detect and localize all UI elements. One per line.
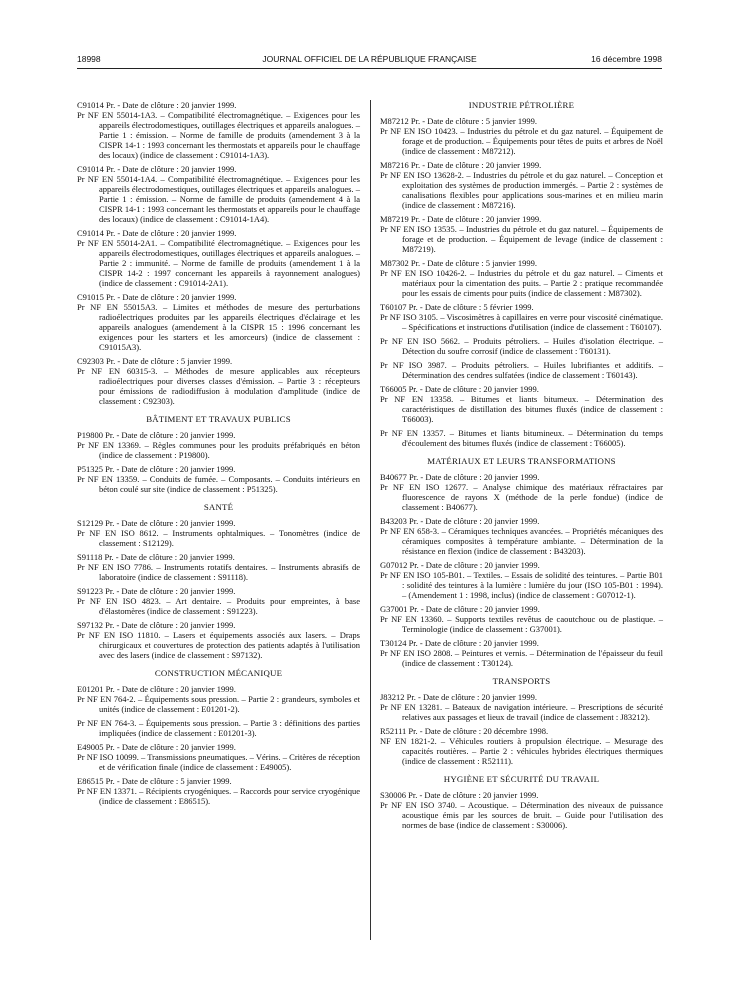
closing-date-line: E01201 Pr. - Date de clôture : 20 janvier 1999. <box>77 684 236 694</box>
closing-date-line: E86515 Pr. - Date de clôture : 5 janvier 1999. <box>77 776 232 786</box>
left-column <box>77 100 360 810</box>
closing-date-line: S91118 Pr. - Date de clôture : 20 janvier 1999. <box>77 552 235 562</box>
standard-entry <box>77 684 360 714</box>
standard-entry <box>380 302 663 332</box>
closing-date-line: S30006 Pr. - Date de clôture : 20 janvier 1999. <box>380 790 539 800</box>
standard-description: Pr NF EN 55014-1A3. – Compatibilité électromagnétique. – Exigences pour les appareils électrodomestiques, outillages électriques et appareils analogues. – Partie 1 : émission. – Norme de famille de produits (amendement 3 à la CISPR 14-1 : 1993 concernant les thermostats et appareils pour le chauffage des locaux) (indice de classement : C91014-1A3). <box>77 110 360 160</box>
standard-entry <box>380 472 663 512</box>
standard-description: Pr NF ISO 3987. – Produits pétroliers. – Huiles lubrifiantes et additifs. – Détermination des cendres sulfatées (indice de classement : T60143). <box>380 360 663 380</box>
section-heading: INDUSTRIE PÉTROLIÈRE <box>468 100 575 110</box>
header-rule <box>77 68 662 69</box>
closing-date-line: S91223 Pr. - Date de clôture : 20 janvier 1999. <box>77 586 236 596</box>
page-number: 18998 <box>77 54 101 64</box>
closing-date-line: J83212 Pr. - Date de clôture : 20 janvier 1999. <box>380 692 537 702</box>
standard-description: Pr NF EN ISO 10426-2. – Industries du pétrole et du gaz naturel. – Ciments et matériaux pour la cimentation des puits. – Partie 2 : pratique recommandée pour les essais de ciments pour puits (indice de classement : M87302). <box>380 268 663 298</box>
closing-date-line: M87216 Pr. - Date de clôture : 20 janvier 1999. <box>380 160 542 170</box>
section-heading: MATÉRIAUX ET LEURS TRANSFORMATIONS <box>427 456 616 466</box>
closing-date-line: S12129 Pr. - Date de clôture : 20 janvier 1999. <box>77 518 236 528</box>
section-heading: TRANSPORTS <box>492 676 551 686</box>
closing-date-line: C91015 Pr. - Date de clôture : 20 janvier 1999. <box>77 292 237 302</box>
standard-entry <box>380 360 663 380</box>
standard-description: Pr NF EN ISO 105-B01. – Textiles. – Essais de solidité des teintures. – Partie B01 : solidité des teintures à la lumière : lumière du jour (ISO 105-B01 : 1994). – (Amendement 1 : 1998, inclus) (indice de classement : G07012-1). <box>380 570 663 600</box>
section-heading: BÂTIMENT ET TRAVAUX PUBLICS <box>146 414 291 424</box>
standard-entry <box>77 164 360 224</box>
standard-description: Pr NF EN 658-3. – Céramiques techniques avancées. – Propriétés mécaniques des céramiques composites à température ambiante. – Détermination de la résistance en flexion (indice de classement : B43203). <box>380 526 663 556</box>
standard-description: Pr NF EN ISO 13628-2. – Industries du pétrole et du gaz naturel. – Conception et exploitation des systèmes de production immergés. – Partie 2 : systèmes de canalisations flexibles pour applications sous-marines et en milieu marin (indice de classement : M87216). <box>380 170 663 210</box>
closing-date-line: T30124 Pr. - Date de clôture : 20 janvier 1999. <box>380 638 539 648</box>
standard-description: Pr NF EN 13360. – Supports textiles revêtus de caoutchouc ou de plastique. – Terminologie (indice de classement : G37001). <box>380 614 663 634</box>
closing-date-line: G37001 Pr. - Date de clôture : 20 janvier 1999. <box>380 604 540 614</box>
standard-description: Pr NF EN ISO 13535. – Industries du pétrole et du gaz naturel. – Équipements de forage et de production. – Équipement de levage (indice de classement : M87219). <box>380 224 663 254</box>
closing-date-line: C91014 Pr. - Date de clôture : 20 janvier 1999. <box>77 100 237 110</box>
closing-date-line: M87219 Pr. - Date de clôture : 20 janvier 1999. <box>380 214 542 224</box>
journal-title: JOURNAL OFFICIEL DE LA RÉPUBLIQUE FRANÇAISE <box>262 54 477 64</box>
standard-entry <box>380 516 663 556</box>
standard-description: Pr NF EN ISO 2808. – Peintures et vernis. – Détermination de l'épaisseur du feuil (indice de classement : T30124). <box>380 648 663 668</box>
standard-description: Pr NF EN 55014-1A4. – Compatibilité électromagnétique. – Exigences pour les appareils électrodomestiques, outillages électriques et appareils analogues. – Partie 1 : émission. – Norme de famille de produits (amendement 4 à la CISPR 14-1 : 1993 concernant les thermostats et appareils pour le chauffage des locaux) (indice de classement : C91014-1A4). <box>77 174 360 224</box>
standard-entry <box>77 718 360 738</box>
closing-date-line: M87212 Pr. - Date de clôture : 5 janvier 1999. <box>380 116 537 126</box>
standard-description: NF EN 1821-2. – Véhicules routiers à propulsion électrique. – Mesurage des capacités routières. – Partie 2 : véhicules hybrides électriques thermiques (indice de classement : R52111). <box>380 736 663 766</box>
standard-entry <box>380 160 663 210</box>
standard-entry <box>380 692 663 722</box>
standard-entry <box>77 228 360 288</box>
standard-description: Pr NF EN 55015A3. – Limites et méthodes de mesure des perturbations radioélectriques produites par les appareils électriques d'éclairage et les appareils analogues (amendement à la CISPR 15 : 1996 concernant les exigences pour les starters et les amorceurs) (indice de classement : C91015A3). <box>77 302 360 352</box>
closing-date-line: G07012 Pr. - Date de clôture : 20 janvier 1999. <box>380 560 540 570</box>
standard-description: Pr NF EN 13358. – Bitumes et liants bitumeux. – Détermination des caractéristiques de distillation des bitumes fluxés (indice de classement : T66003). <box>380 394 663 424</box>
standard-entry <box>77 430 360 460</box>
standard-entry <box>380 560 663 600</box>
standard-description: Pr NF EN ISO 8612. – Instruments ophtalmiques. – Tonomètres (indice de classement : S12129). <box>77 528 360 548</box>
closing-date-line: P19800 Pr. - Date de clôture : 20 janvier 1999. <box>77 430 236 440</box>
standard-description: Pr NF EN 13371. – Récipients cryogéniques. – Raccords pour service cryogénique (indice de classement : E86515). <box>77 786 360 806</box>
standard-description: Pr NF EN 764-2. – Équipements sous pression. – Partie 2 : grandeurs, symboles et unités (indice de classement : E01201-2). <box>77 694 360 714</box>
standard-entry <box>380 258 663 298</box>
standard-entry <box>380 726 663 766</box>
standard-entry <box>380 790 663 830</box>
closing-date-line: P51325 Pr. - Date de clôture : 20 janvier 1999. <box>77 464 236 474</box>
issue-date: 16 décembre 1998 <box>591 54 662 64</box>
closing-date-line: B43203 Pr. - Date de clôture : 20 janvier 1999. <box>380 516 540 526</box>
standard-entry <box>380 116 663 156</box>
standard-description: Pr NF EN 13369. – Règles communes pour les produits préfabriqués en béton (indice de classement : P19800). <box>77 440 360 460</box>
standard-description: Pr NF EN 13281. – Bateaux de navigation intérieure. – Prescriptions de sécurité relatives aux passages et lieux de travail (indice de classement : J83212). <box>380 702 663 722</box>
page-header <box>77 54 662 66</box>
standard-description: Pr NF EN 13359. – Conduits de fumée. – Composants. – Conduits intérieurs en béton coulé sur site (indice de classement : P51325). <box>77 474 360 494</box>
standard-description: Pr NF EN ISO 5662. – Produits pétroliers. – Huiles d'isolation électrique. – Détection du soufre corrosif (indice de classement : T60131). <box>380 336 663 356</box>
standard-description: Pr NF EN ISO 10423. – Industries du pétrole et du gaz naturel. – Équipement de forage et de production. – Équipements pour têtes de puits et arbres de Noël (indice de classement : M87212). <box>380 126 663 156</box>
standard-description: Pr NF ISO 10099. – Transmissions pneumatiques. – Vérins. – Critères de réception et de vérification finale (indice de classement : E49005). <box>77 752 360 772</box>
standard-entry <box>77 742 360 772</box>
standard-entry <box>77 776 360 806</box>
standard-entry <box>77 356 360 406</box>
right-column <box>380 100 663 834</box>
column-divider <box>370 100 371 940</box>
standard-description: Pr NF EN 55014-2A1. – Compatibilité électromagnétique. – Exigences pour les appareils électrodomestiques, outillages électriques et appareils analogues. – Partie 2 : immunité. – Norme de famille de produits (amendement 1 à la CISPR 14-2 : 1997 concernant les appareils à rayonnement analogues) (indice de classement : C91014-2A1). <box>77 238 360 288</box>
standard-entry <box>380 336 663 356</box>
standard-description: Pr NF EN ISO 3740. – Acoustique. – Détermination des niveaux de puissance acoustique émis par les sources de bruit. – Guide pour l'utilisation des normes de base (indice de classement : S30006). <box>380 800 663 830</box>
closing-date-line: T66005 Pr. - Date de clôture : 20 janvier 1999. <box>380 384 539 394</box>
standard-entry <box>380 638 663 668</box>
standard-entry <box>380 604 663 634</box>
standard-entry <box>380 384 663 424</box>
standard-entry <box>77 552 360 582</box>
standard-entry <box>380 428 663 448</box>
section-heading: CONSTRUCTION MÉCANIQUE <box>154 668 283 678</box>
standard-description: Pr NF ISO 3105. – Viscosimètres à capillaires en verre pour viscosité cinématique. – Spécifications et instructions d'utilisation (indice de classement : T60107). <box>380 312 663 332</box>
closing-date-line: M87302 Pr. - Date de clôture : 5 janvier 1999. <box>380 258 537 268</box>
closing-date-line: E49005 Pr. - Date de clôture : 20 janvier 1999. <box>77 742 236 752</box>
closing-date-line: C91014 Pr. - Date de clôture : 20 janvier 1999. <box>77 228 237 238</box>
standard-entry <box>77 100 360 160</box>
closing-date-line: C92303 Pr. - Date de clôture : 5 janvier 1999. <box>77 356 233 366</box>
section-heading: SANTÉ <box>203 502 234 512</box>
closing-date-line: C91014 Pr. - Date de clôture : 20 janvier 1999. <box>77 164 237 174</box>
standard-description: Pr NF EN 60315-3. – Méthodes de mesure applicables aux récepteurs radioélectriques pour diverses classes d'émission. – Partie 3 : récepteurs pour émissions de radiodiffusion à modulation d'amplitude (indice de classement : C92303). <box>77 366 360 406</box>
standard-entry <box>380 214 663 254</box>
standard-description: Pr NF EN ISO 4823. – Art dentaire. – Produits pour empreintes, à base d'élastomères (indice de classement : S91223). <box>77 596 360 616</box>
closing-date-line: B40677 Pr. - Date de clôture : 20 janvier 1999. <box>380 472 540 482</box>
standard-entry <box>77 518 360 548</box>
standard-entry <box>77 292 360 352</box>
standard-entry <box>77 464 360 494</box>
standard-description: Pr NF EN 13357. – Bitumes et liants bitumineux. – Détermination du temps d'écoulement des bitumes fluxés (indice de classement : T66005). <box>380 428 663 448</box>
standard-description: Pr NF EN ISO 11810. – Lasers et équipements associés aux lasers. – Draps chirurgicaux et couvertures de protection des patients adaptés à l'utilisation avec des lasers (indice de classement : S97132). <box>77 630 360 660</box>
standard-entry <box>77 620 360 660</box>
standard-description: Pr NF EN 764-3. – Équipements sous pression. – Partie 3 : définitions des parties impliquées (indice de classement : E01201-3). <box>77 718 360 738</box>
standard-description: Pr NF EN ISO 12677. – Analyse chimique des matériaux réfractaires par fluorescence de rayons X (méthode de la perle fondue) (indice de classement : B40677). <box>380 482 663 512</box>
closing-date-line: T60107 Pr. - Date de clôture : 5 février 1999. <box>380 302 534 312</box>
closing-date-line: R52111 Pr. - Date de clôture : 20 décembre 1998. <box>380 726 549 736</box>
closing-date-line: S97132 Pr. - Date de clôture : 20 janvier 1999. <box>77 620 236 630</box>
standard-description: Pr NF EN ISO 7786. – Instruments rotatifs dentaires. – Instruments abrasifs de laboratoire (indice de classement : S91118). <box>77 562 360 582</box>
section-heading: HYGIÈNE ET SÉCURITÉ DU TRAVAIL <box>443 774 600 784</box>
standard-entry <box>77 586 360 616</box>
